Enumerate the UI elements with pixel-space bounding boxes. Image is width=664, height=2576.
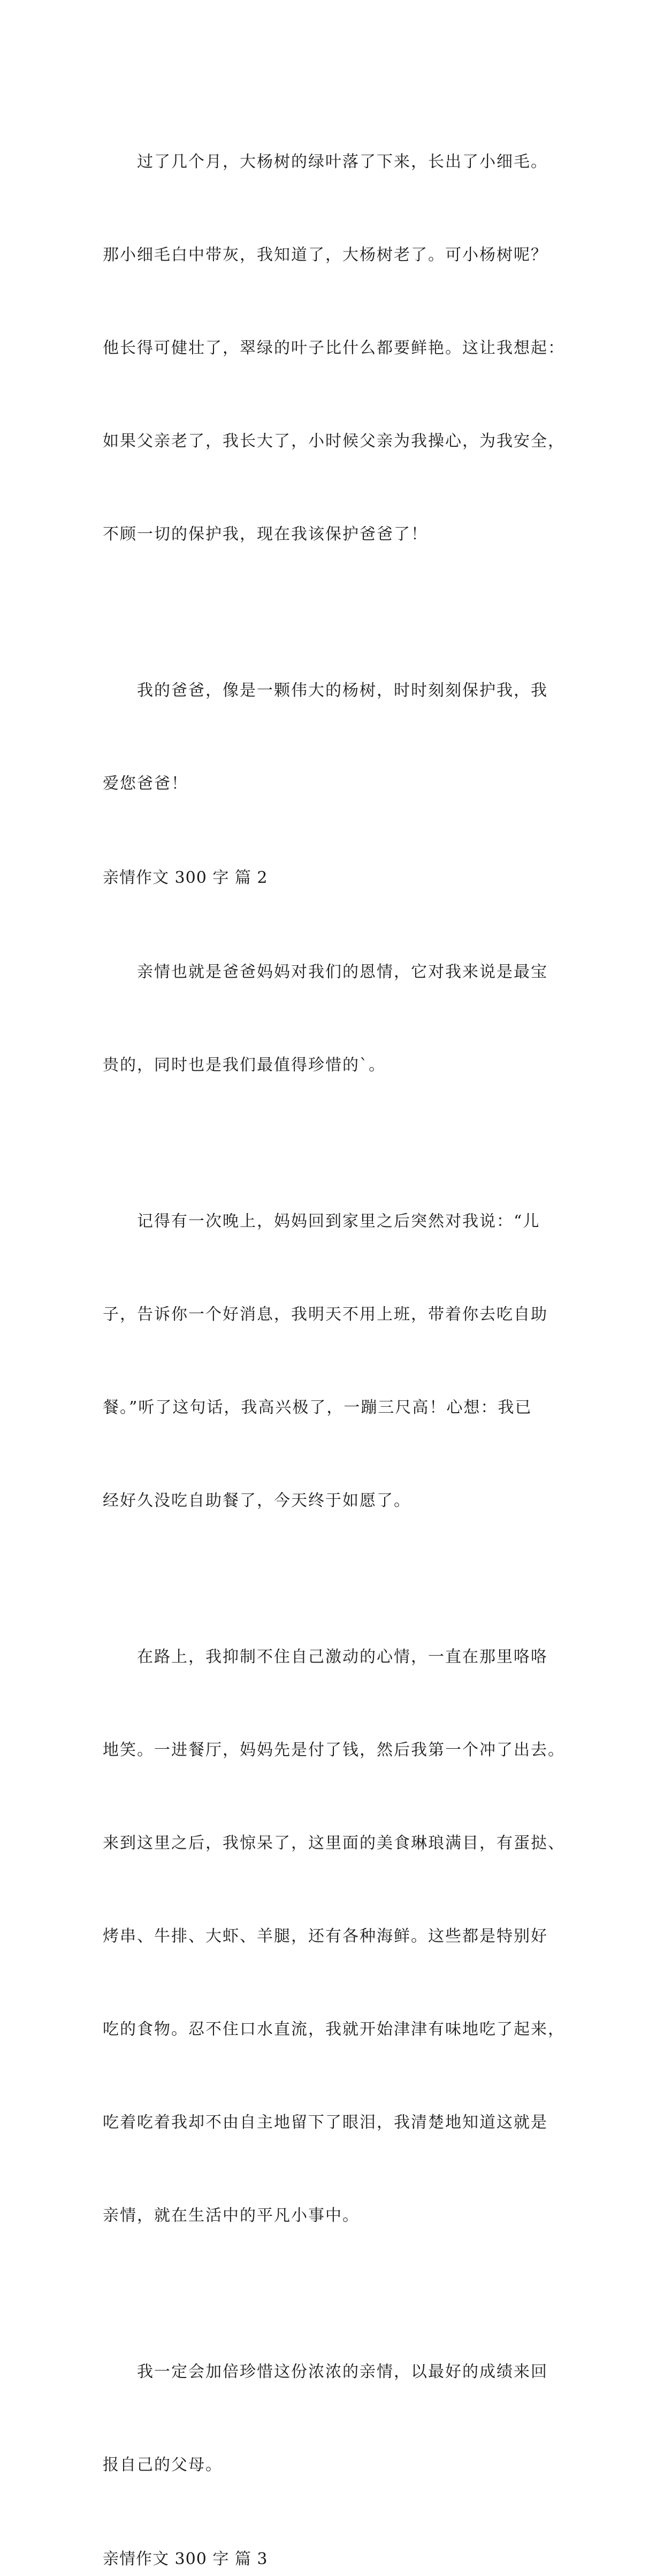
text-line: 烤串、牛排、大虾、羊腿，还有各种海鲜。这些都是特别好 xyxy=(103,1927,548,1946)
text-line: 过了几个月，大杨树的绿叶落了下来，长出了小细毛。 xyxy=(137,153,548,171)
text-line: 来到这里之后，我惊呆了，这里面的美食琳琅满目，有蛋挞、 xyxy=(103,1834,565,1853)
text-line: 如果父亲老了，我长大了，小时候父亲为我操心，为我安全， xyxy=(103,432,565,451)
text-line: 子，告诉你一个好消息，我明天不用上班，带着你去吃自助 xyxy=(103,1305,548,1324)
paragraph-5 xyxy=(103,1580,563,2293)
text-line: 我的爸爸，像是一颗伟大的杨树，时时刻刻保护我，我 xyxy=(137,681,548,700)
section-heading-2: 亲情作文 300 字 篇 2 xyxy=(103,868,268,887)
paragraph-4 xyxy=(103,1144,563,1579)
paragraph-1 xyxy=(103,85,563,612)
section-heading-3: 亲情作文 300 字 篇 3 xyxy=(103,2550,268,2569)
text-line: 他长得可健壮了，翠绿的叶子比什么都要鲜艳。这让我想起： xyxy=(103,339,565,357)
text-line: 那小细毛白中带灰，我知道了，大杨树老了。可小杨树呢？ xyxy=(103,246,548,264)
text-line: 爱您爸爸！ xyxy=(103,774,188,793)
text-line: 记得有一次晚上，妈妈回到家里之后突然对我说：“儿 xyxy=(137,1212,540,1231)
text-line: 在路上，我抑制不住自己激动的心情，一直在那里咯咯 xyxy=(137,1648,548,1666)
paragraph-2 xyxy=(103,613,563,862)
text-line: 地笑。一进餐厅，妈妈先是付了钱，然后我第一个冲了出去。 xyxy=(103,1741,565,1759)
text-line: 不顾一切的保护我，现在我该保护爸爸了！ xyxy=(103,525,428,544)
text-line: 经好久没吃自助餐了，今天终于如愿了。 xyxy=(103,1491,411,1510)
text-line: 吃的食物。忍不住口水直流，我就开始津津有味地吃了起来， xyxy=(103,2020,565,2039)
text-line: 餐。”听了这句话，我高兴极了，一蹦三尺高！心想：我已 xyxy=(103,1398,532,1417)
text-line: 我一定会加倍珍惜这份浓浓的亲情，以最好的成绩来回 xyxy=(137,2362,548,2381)
document-body xyxy=(103,85,563,2576)
paragraph-6 xyxy=(103,2295,563,2543)
text-line: 亲情，就在生活中的平凡小事中。 xyxy=(103,2206,360,2225)
text-line: 报自己的父母。 xyxy=(103,2456,223,2474)
paragraph-3 xyxy=(103,895,563,1143)
text-line: 吃着吃着我却不由自主地留下了眼泪，我清楚地知道这就是 xyxy=(103,2113,548,2132)
text-line: 贵的，同时也是我们最值得珍惜的`。 xyxy=(103,1056,386,1074)
text-line: 亲情也就是爸爸妈妈对我们的恩情，它对我来说是最宝 xyxy=(137,963,548,981)
